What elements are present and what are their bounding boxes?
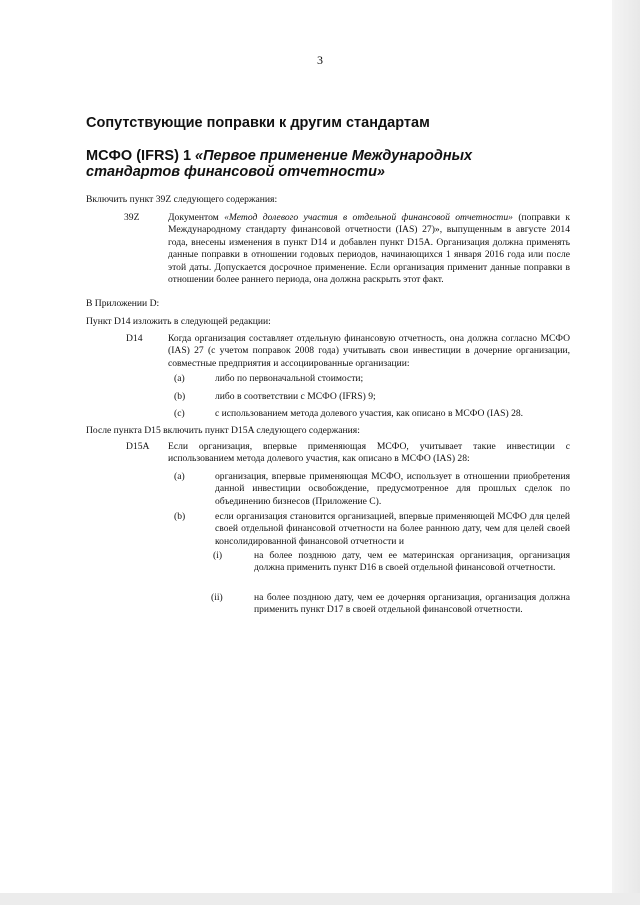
paragraph-label-d15a: D15A [126,441,150,452]
paragraph-39z-italic: «Метод долевого участия в отдельной финансовой отчетности» [224,212,513,223]
paragraph-39z-before: Документом [168,212,225,223]
scan-edge-bottom [0,893,640,905]
paragraph-39z-after: (поправки к Международному стандарту финансовой отчетности (IAS) 27)», выпущенным в августе 2014 года, внесены изменения в пункт D14 и добавлен пункт D15A. Организация должна применять данные поправки в отношении годовых периодов, начинающихся 1 января 2016 года или после этой даты. Допускается досрочное применение. Если организация применит данные поправки в отношении более раннего периода, она должна раскрыть этот факт. [168,212,570,286]
d15a-subitem-label: (i) [213,550,223,561]
d14-item-text: с использованием метода долевого участия, как описано в МСФО (IAS) 28. [215,408,524,419]
standard-heading [86,148,566,180]
standard-heading-prefix: МСФО (IFRS) 1 [86,148,196,164]
d15a-subitem-text: на более позднюю дату, чем ее материнская организация, организация должна применить пункт D16 в своей отдельной финансовой отчетности. [254,550,570,574]
d15a-item-label-a: (a) [174,471,185,482]
d15a-subitem-label: (ii) [211,592,223,603]
intro-d14: Пункт D14 изложить в следующей редакции: [86,316,271,327]
d15a-item-b: если организация становится организацией, впервые применяющей МСФО для целей своей отдельной финансовой отчетности на более раннюю дату, чем для целей своей консолидированной финансовой отчетности и [215,511,570,547]
paragraph-label-d14: D14 [126,333,143,344]
appendix-d-line: В Приложении D: [86,298,160,309]
d14-item-text: либо по первоначальной стоимости; [215,373,364,384]
scan-edge-right [612,0,640,905]
intro-d15a: После пункта D15 включить пункт D15A следующего содержания: [86,425,360,436]
paragraph-d14: Когда организация составляет отдельную финансовую отчетность, она должна согласно МСФО (IAS) 27 (с учетом поправок 2008 года) учитывать свои инвестиции в дочерние организации, совместные предприятия и ассоциированные организации: [168,333,570,369]
paragraph-d15a: Если организация, впервые применяющая МСФО, учитывает такие инвестиции с использованием метода долевого участия, как описано в МСФО (IAS) 28: [168,441,570,465]
d15a-item-label-b: (b) [174,511,186,522]
d14-item-label: (c) [174,408,185,419]
page-number: 3 [317,53,323,67]
intro-39z: Включить пункт 39Z следующего содержания: [86,194,278,205]
paragraph-label-39z: 39Z [124,212,140,223]
d14-item-label: (a) [174,373,185,384]
paragraph-39z [168,212,570,286]
d15a-subitem-text: на более позднюю дату, чем ее дочерняя организация, организация должна применить пункт D17 в своей отдельной финансовой отчетности. [254,592,570,616]
standard-heading-title: «Первое применение Международных стандартов финансовой отчетности» [86,148,473,180]
d14-item-text: либо в соответствии с МСФО (IFRS) 9; [215,391,376,402]
d15a-item-a: организация, впервые применяющая МСФО, использует в отношении приобретения данной инвестиции освобождение, предусмотренное для прошлых сделок по объединению бизнесов (Приложение С). [215,471,570,507]
section-heading: Сопутствующие поправки к другим стандартам [86,115,430,131]
d14-item-label: (b) [174,391,186,402]
